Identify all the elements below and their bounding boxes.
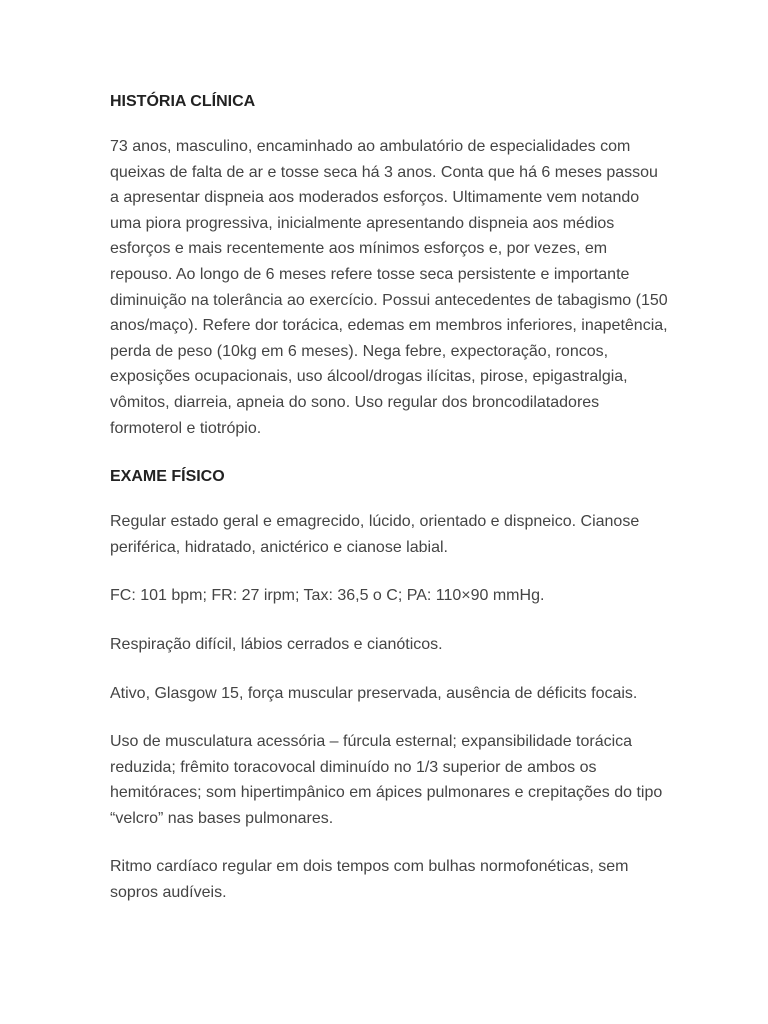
exame-respiracao: Respiração difícil, lábios cerrados e cianóticos. [110, 635, 443, 653]
exame-cardiaco: Ritmo cardíaco regular em dois tempos com bulhas normofonéticas, sem sopros audíveis. [110, 858, 629, 902]
exame-sinais-vitais: FC: 101 bpm; FR: 27 irpm; Tax: 36,5 o C; PA: 110×90 mmHg. [110, 587, 545, 605]
historia-clinica-heading: HISTÓRIA CLÍNICA [110, 93, 256, 110]
document-page [110, 90, 670, 929]
exame-pulmonar: Uso de musculatura acessória – fúrcula esternal; expansibilidade torácica reduzida; frêmito toracovocal diminuído no 1/3 superior de ambos os hemitóraces; som hipertimpânico em ápices pulmonares e crepitações do tipo “velcro” nas bases pulmonares. [110, 733, 663, 827]
historia-clinica-text: 73 anos, masculino, encaminhado ao ambulatório de especialidades com queixas de falta de ar e tosse seca há 3 anos. Conta que há 6 meses passou a apresentar dispneia aos moderados esforços. Ultimamente vem notando uma piora progressiva, inicialmente apresentando dispneia aos médios esforços e mais recentemente aos mínimos esforços e, por vezes, em repouso. Ao longo de 6 meses refere tosse seca persistente e importante diminuição na tolerância ao exercício. Possui antecedentes de tabagismo (150 anos/maço). Refere dor torácica, edemas em membros inferiores, inapetência, perda de peso (10kg em 6 meses). Nega febre, expectoração, roncos, exposições ocupacionais, uso álcool/drogas ilícitas, pirose, epigastralgia, vômitos, diarreia, apneia do sono. Uso regular dos broncodilatadores formoterol e tiotrópio. [110, 138, 668, 437]
exame-neurologico: Ativo, Glasgow 15, força muscular preservada, ausência de déficits focais. [110, 684, 638, 702]
exame-fisico-heading: EXAME FÍSICO [110, 468, 225, 486]
exame-estado-geral: Regular estado geral e emagrecido, lúcido, orientado e dispneico. Cianose periférica, hidratado, anictérico e cianose labial. [110, 513, 640, 556]
